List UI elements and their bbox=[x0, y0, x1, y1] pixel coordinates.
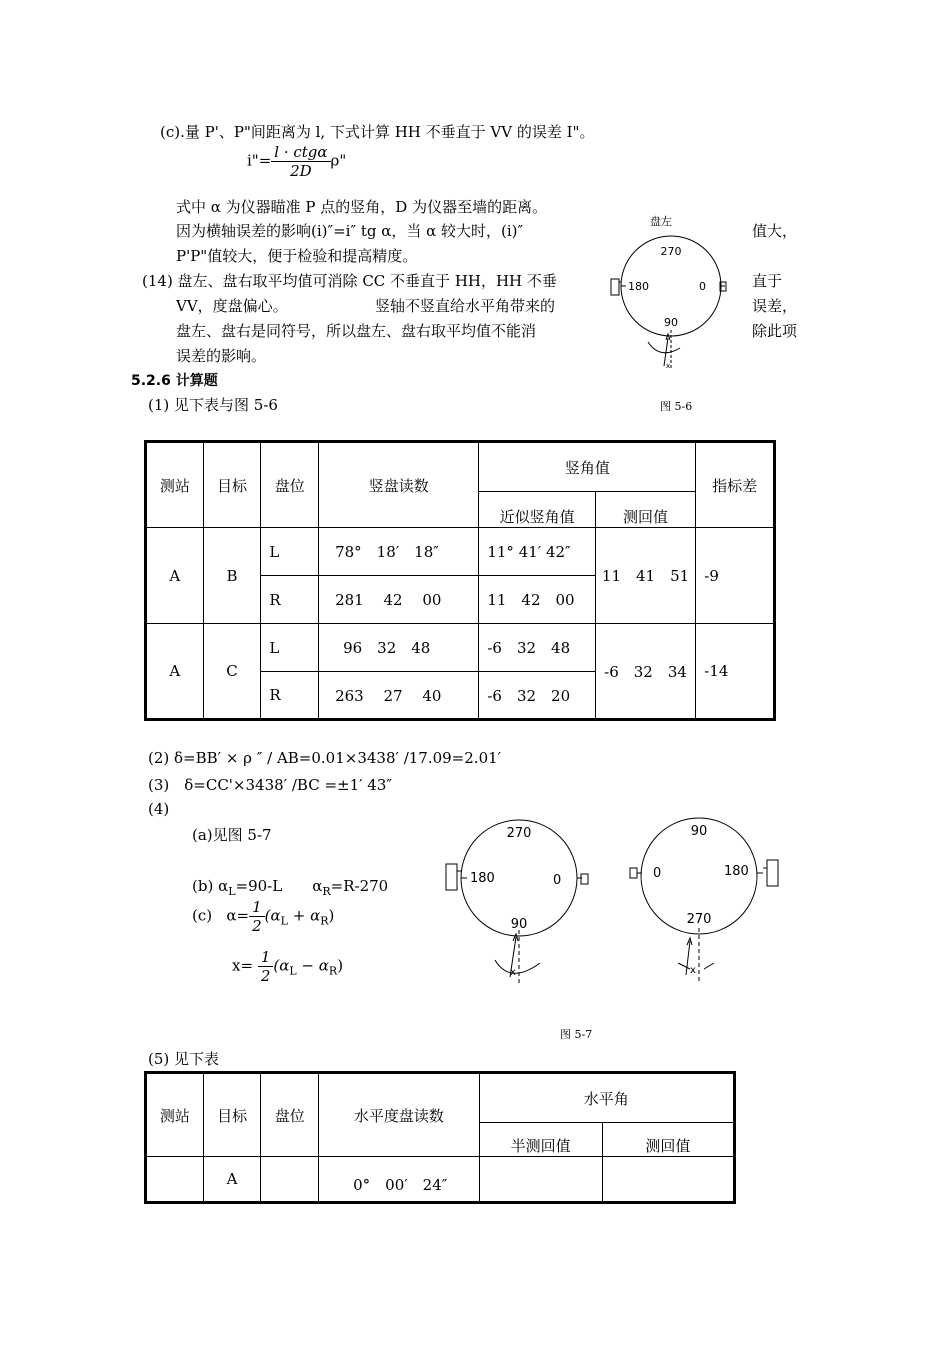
item4c-sub-l: L bbox=[280, 914, 288, 928]
fig57r-knob bbox=[630, 868, 637, 878]
item4b-sub-r: R bbox=[322, 885, 331, 898]
t1-target: B bbox=[203, 528, 261, 624]
t1-reading: 281 42 00 bbox=[319, 576, 479, 624]
item2-text: (2) δ=BB′ × ρ ″ / AB=0.01×3438′ /17.09=2.01′ bbox=[148, 749, 502, 767]
fig57l-x: x bbox=[510, 967, 516, 978]
table-row bbox=[146, 1157, 735, 1203]
fig57-caption: 图 5-7 bbox=[560, 1028, 593, 1041]
t1-header-mean: 测回值 bbox=[595, 492, 696, 528]
t1-index: -9 bbox=[696, 528, 775, 624]
item4x-sub-r: R bbox=[328, 964, 338, 978]
t2-header-station: 测站 bbox=[146, 1073, 204, 1157]
item14-line1-right: 直于 bbox=[752, 272, 783, 290]
t1-header-station: 测站 bbox=[146, 442, 204, 528]
item5-text: (5) 见下表 bbox=[148, 1050, 220, 1068]
item4c-alpha: α= bbox=[226, 906, 250, 925]
item14-line2b: 竖轴不竖直给水平角带来的 bbox=[375, 297, 556, 315]
t1-face: L bbox=[261, 624, 319, 672]
item4x-label: x= bbox=[232, 956, 254, 975]
fig56-label-270: 270 bbox=[660, 245, 682, 258]
fig56-eyepiece-left bbox=[611, 279, 619, 295]
t1-header-reading: 竖盘读数 bbox=[319, 442, 479, 528]
t1-mean: -6 32 34 bbox=[595, 624, 696, 720]
fig57r-label-right: 180 bbox=[724, 864, 749, 879]
item1-text: (1) 见下表与图 5-6 bbox=[148, 396, 278, 414]
item4b-sub-l: L bbox=[228, 885, 236, 898]
t1-header-approx: 近似竖角值 bbox=[479, 492, 595, 528]
fig57l-label-bottom: 90 bbox=[510, 917, 528, 932]
fig57r-arc bbox=[678, 963, 714, 969]
line-c-desc1: 式中 α 为仪器瞄准 P 点的竖角，D 为仪器至墙的距离。 bbox=[176, 198, 548, 216]
section-heading: 5.2.6 计算题 bbox=[131, 373, 218, 389]
t1-header-target: 目标 bbox=[203, 442, 261, 528]
item4x-expr: (α bbox=[273, 956, 290, 975]
t1-approx: -6 32 48 bbox=[479, 624, 595, 672]
fig57l-eyepiece bbox=[446, 864, 457, 890]
item14-line3-right: 除此项 bbox=[752, 322, 798, 340]
t1-station: A bbox=[146, 528, 204, 624]
fig57l-label-right: 0 bbox=[553, 873, 562, 888]
item4x-half bbox=[258, 948, 274, 985]
t2-header-reading: 水平度盘读数 bbox=[319, 1073, 479, 1157]
item14-line3: 盘左、盘右是同符号，所以盘左、盘右取平均值不能消 bbox=[176, 322, 537, 340]
item4c-plus: + α bbox=[287, 906, 321, 925]
t1-reading: 96 32 48 bbox=[319, 624, 479, 672]
item14-line4: 误差的影响。 bbox=[176, 347, 267, 365]
item4b-mid: =90-L α bbox=[235, 877, 323, 895]
t2-header-target: 目标 bbox=[203, 1073, 261, 1157]
table-row bbox=[146, 528, 775, 576]
fig57r-x: x bbox=[690, 965, 696, 976]
fig57l-arc bbox=[495, 960, 540, 973]
item4c-expr: (α bbox=[264, 906, 281, 925]
fig57r-label-top: 90 bbox=[690, 824, 708, 839]
figure-5-7-left bbox=[440, 815, 600, 990]
t1-face: R bbox=[261, 672, 319, 720]
formula-rho: ρ" bbox=[330, 151, 347, 170]
t2-header-hangle: 水平角 bbox=[479, 1073, 734, 1123]
t2-reading: 0° 00′ 24″ bbox=[319, 1157, 479, 1203]
formula-fraction bbox=[271, 143, 330, 180]
t1-approx: -6 32 20 bbox=[479, 672, 595, 720]
formula-lhs: i"= bbox=[247, 151, 272, 170]
t2-full bbox=[602, 1157, 734, 1203]
t2-header-half: 半测回值 bbox=[479, 1123, 602, 1157]
formula-i bbox=[247, 143, 346, 180]
figure-5-7-right bbox=[620, 813, 785, 988]
t1-approx: 11° 41′ 42″ bbox=[479, 528, 595, 576]
t1-station: A bbox=[146, 624, 204, 720]
item4a-text: (a)见图 5-7 bbox=[192, 826, 272, 844]
fig57l-knob bbox=[581, 874, 588, 884]
item14-line2-right: 误差， bbox=[752, 297, 798, 315]
fig57r-label-left: 0 bbox=[653, 866, 662, 881]
formula-numerator: l · ctgα bbox=[271, 143, 330, 162]
item4-label: (4) bbox=[148, 800, 170, 818]
vertical-angle-table bbox=[144, 440, 776, 721]
item4b-prefix: (b) α bbox=[192, 877, 229, 895]
t1-target: C bbox=[203, 624, 261, 720]
item4c-formula bbox=[192, 898, 334, 935]
t2-target: A bbox=[203, 1157, 261, 1203]
item4b-text bbox=[192, 875, 388, 898]
t2-header-face: 盘位 bbox=[261, 1073, 319, 1157]
fig56-label-180: 180 bbox=[628, 280, 649, 293]
t1-reading: 263 27 40 bbox=[319, 672, 479, 720]
item4x-sub-l: L bbox=[289, 964, 297, 978]
formula-denominator: 2D bbox=[290, 162, 312, 180]
fig57r-eyepiece bbox=[767, 860, 778, 886]
item4c-half bbox=[249, 898, 265, 935]
item3-text: (3) δ=CC'×3438′ /BC =±1′ 43″ bbox=[148, 776, 392, 794]
t1-reading: 78° 18′ 18″ bbox=[319, 528, 479, 576]
item4x-formula bbox=[232, 948, 343, 985]
t2-station bbox=[146, 1157, 204, 1203]
line-c-1: (c).量 P'、P"间距离为 l, 下式计算 HH 不垂直于 VV 的误差 I"。 bbox=[160, 123, 595, 141]
item4x-minus: − α bbox=[296, 956, 329, 975]
t2-header-full: 测回值 bbox=[602, 1123, 734, 1157]
figure-5-6 bbox=[600, 210, 730, 370]
t2-face bbox=[261, 1157, 319, 1203]
fig56-caption: 图 5-6 bbox=[660, 400, 693, 413]
table-row bbox=[146, 624, 775, 672]
t2-half bbox=[479, 1157, 602, 1203]
item4c-sub-r: R bbox=[320, 914, 329, 928]
item4c-half-num: 1 bbox=[249, 898, 265, 917]
t1-header-vangle: 竖角值 bbox=[479, 442, 696, 492]
t1-header-index: 指标差 bbox=[696, 442, 775, 528]
fig56-title: 盘左 bbox=[650, 215, 672, 228]
fig56-label-90: 90 bbox=[664, 316, 678, 329]
line-c-desc3: P'P"值较大，便于检验和提高精度。 bbox=[176, 247, 418, 265]
t1-approx: 11 42 00 bbox=[479, 576, 595, 624]
item4x-half-num: 1 bbox=[258, 948, 274, 967]
fig56-angle-arc bbox=[648, 342, 680, 353]
fig57l-label-top: 270 bbox=[506, 826, 532, 841]
item4c-half-den: 2 bbox=[252, 917, 262, 935]
item4x-close: ) bbox=[337, 956, 344, 975]
item4b-end: =R-270 bbox=[330, 877, 389, 895]
fig57l-label-left: 180 bbox=[470, 871, 495, 886]
fig56-label-0: 0 bbox=[699, 280, 706, 293]
t1-index: -14 bbox=[696, 624, 775, 720]
horizontal-angle-table bbox=[144, 1071, 736, 1204]
line-c-desc2: 因为横轴误差的影响(i)″=i″ tg α，当 α 较大时，(i)″ bbox=[176, 222, 524, 240]
t1-face: R bbox=[261, 576, 319, 624]
item14-line1: (14) 盘左、盘右取平均值可消除 CC 不垂直于 HH，HH 不垂 bbox=[142, 272, 557, 290]
item4x-half-den: 2 bbox=[260, 967, 271, 985]
item4c-label: (c) bbox=[192, 906, 213, 925]
item14-line2a: VV，度盘偏心。 bbox=[176, 297, 288, 315]
t1-face: L bbox=[261, 528, 319, 576]
fig56-x: x bbox=[666, 362, 671, 370]
fig57r-label-bottom: 270 bbox=[686, 912, 712, 927]
item4c-close: ) bbox=[328, 906, 335, 925]
t1-mean: 11 41 51 bbox=[595, 528, 696, 624]
line-c-desc2-right: 值大， bbox=[752, 222, 798, 240]
t1-header-face: 盘位 bbox=[261, 442, 319, 528]
